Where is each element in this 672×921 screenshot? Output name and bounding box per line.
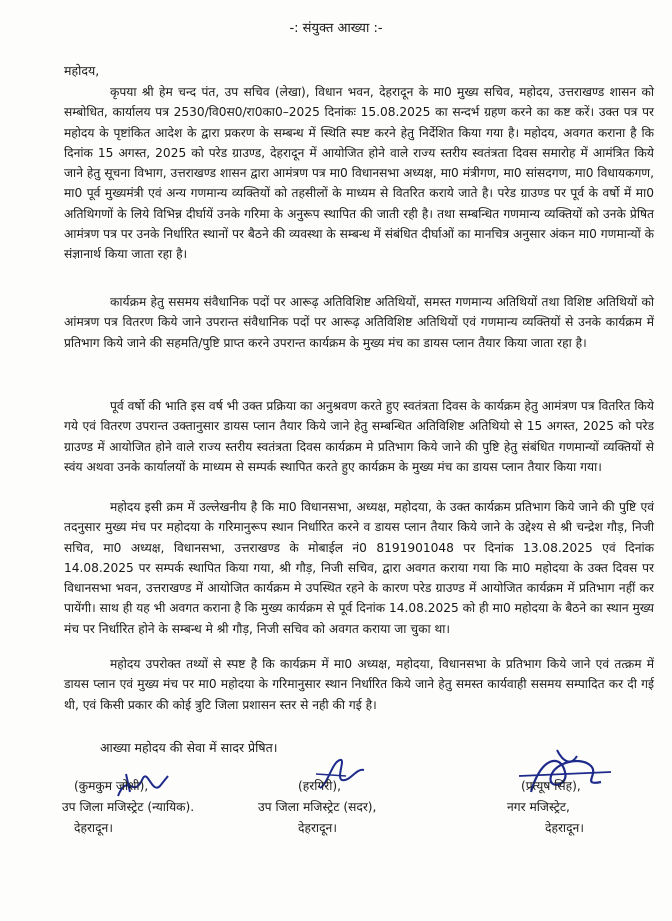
signatory-2-city: देहरादून।	[298, 821, 337, 835]
signatory-2-designation: उप जिला मजिस्ट्रेट (सदर),	[258, 800, 377, 814]
document-title: -: संयुक्त आख्या :-	[289, 21, 383, 36]
signatory-1	[62, 776, 262, 839]
signatory-3-designation: नगर मजिस्ट्रेट,	[507, 800, 570, 814]
signatory-2	[258, 776, 458, 839]
salutation: महोदय,	[64, 63, 100, 78]
paragraph-5: महोदय उपरोक्त तथ्यों से स्पष्ट है कि कार्यक्रम में मा0 अध्यक्ष, महोदया, विधानसभा के प्रतिभाग किये जाने एवं तत्क्रम में डायस प्लान एवं मुख्य मंच पर मा0 महोदया के गरिमानुसार स्थान निर्धारित किये जाने हेतु समस्त कार्यवाही ससमय सम्पादित कर दी गई थी, एवं किसी प्रकार की कोई त्रुटि जिला प्रशासन स्तर से नही की गई है।	[64, 657, 654, 712]
signatory-3	[507, 776, 672, 839]
paragraph-2: कार्यक्रम हेतु ससमय संवैधानिक पदों पर आरूढ़ अतिविशिष्ट अतिथियों, समस्त गणमान्य अतिथियों तथा विशिष्ट अतिथियों को आंमत्रण पत्र वितरण किये जाने उपरान्त संवैधानिक पदों पर आरूढ़ अतिविशिष्ट अतिथियों एवं गणमान्य व्यक्तियों से उनके कार्यक्रम में प्रतिभाग किये जाने की सहमति/पुष्टि प्राप्त करने उपरान्त कार्यक्रम के मुख्य मंच का डायस प्लान तैयार किया जाता रहा है।	[64, 295, 654, 350]
paragraph-4: महोदय इसी क्रम में उल्लेखनीय है कि मा0 विधानसभा, अध्यक्ष, महोदया, के उक्त कार्यक्रम प्रतिभाग किये जाने की पुष्टि एवं तदनुसार मुख्य मंच पर महोदया के गरिमानुरूप स्थान निर्धारित करने व डायस प्लान तैयार किये जाने के उद्देश्य से श्री चन्द्रेश गौड़, निजी सचिव, मा0 अध्यक्ष, विधानसभा, उत्तराखण्ड के मोबाईल नं0 8191901048 पर दिनांक 13.08.2025 एवं दिनांक 14.08.2025 पर सम्पर्क स्थापित किया गया, श्री गौड़, निजी सचिव, द्वारा अवगत कराया गया कि मा0 महोदया के उक्त दिवस पर विधानसभा भवन, उत्तराखण्ड में आयोजित कार्यक्रम मे उपस्थित रहने के कारण परेड ग्राउण्ड में आयोजित कार्यक्रम में प्रतिभाग नहीं कर पायेंगी। साथ ही यह भी अवगत कराना है कि मुख्य कार्यक्रम से पूर्व दिनांक 14.08.2025 को ही मा0 महोदया के बैठने का स्थान मुख्य मंच पर निर्धारित होने के सम्बन्ध मे श्री गौड़, निजी सचिव को अवगत कराया जा चुका था।	[64, 500, 654, 636]
signatory-3-city: देहरादून।	[545, 821, 584, 835]
paragraph-1: कृपया श्री हेम चन्द पंत, उप सचिव (लेखा), विधान भवन, देहरादून के मा0 मुख्य सचिव, महोदय, उत्तराखण्ड शासन को सम्बोधित, कार्यालय पत्र 2530/वि0स0/रा0का0–2025 दिनांकः 15.08.2025 का सन्दर्भ ग्रहण करने का कष्ट करें। उक्त पत्र पर महोदय के पृष्टांकित आदेश के द्वारा प्रकरण के सम्बन्ध में स्थिति स्पष्ट करने हेतु निर्देशित किया गया है। महोदय, अवगत कराना है कि दिनांक 15 अगस्त, 2025 को परेड ग्राउण्ड, देहरादून में आयोजित होने वाले राज्य स्तरीय स्वतंत्रता दिवस समारोह में आमंत्रित किये जाने हेतु सूचना विभाग, उत्तराखण्ड शासन द्वारा आमंत्रण पत्र मा0 विधानसभा अध्यक्ष, मा0 मंत्रीगण, मा0 सांसदगण, मा0 विधायकगण, मा0 पूर्व मुख्यमंत्री एवं अन्य गणमान्य व्यक्तियों को तहसीलों के माध्यम से वितरित कराये जाते है। परेड ग्राउण्ड पर पूर्व के वर्षो में मा0 अतिथिगणों के लिये विभिन्न दीर्घायें उनके गरिमा के अनुरूप स्थापित की जाती रही है। तथा सम्बन्धित गणमान्य व्यक्तियों को उनके प्रेषित आमंत्रण पत्र पर उनके निर्धारित स्थानों पर बैठने की व्यवस्था के सम्बन्ध में संबंधित दीर्घाओं का मानचित्र अनुसार अंकन मा0 गणमान्यों के संज्ञानार्थ किया जाता रहा है।	[64, 85, 654, 262]
signatory-3-name: (प्रत्यूष सिंह),	[521, 779, 581, 793]
signatory-2-name: (हरगिरी),	[298, 779, 341, 793]
closing-line: आख्या महोदय की सेवा में सादर प्रेषित।	[100, 740, 278, 755]
signatory-1-name: (कुमकुम जोशी),	[74, 779, 149, 793]
signatory-1-city: देहरादून।	[74, 821, 113, 835]
signatory-1-designation: उप जिला मजिस्ट्रेट (न्यायिक).	[62, 800, 195, 814]
paragraph-3: पूर्व वर्षो की भाति इस वर्ष भी उक्त प्रक्रिया का अनुश्रवण करते हुए स्वतंत्रता दिवस के कार्यक्रम हेतु आमंत्रण पत्र वितरित किये गये एवं वितरण उपरान्त उक्तानुसार डायस प्लान तैयार किये जाने हेतु सम्बन्धित अतिविशिष्ट अतिथियो से 15 अगस्त, 2025 को परेड ग्राउण्ड में आयोजित होने वाले राज्य स्तरीय स्वतंत्रता दिवस कार्यक्रम मे प्रतिभाग किये जाने की पुष्टि हेतु संबंधित गणमान्यों व्यक्तियों से स्वंय अथवा उनके कार्यालयों के माध्यम से सम्पर्क स्थापित करते हुए कार्यक्रम के मुख्य मंच का डायस प्लान तैयार किया गया।	[64, 399, 654, 474]
